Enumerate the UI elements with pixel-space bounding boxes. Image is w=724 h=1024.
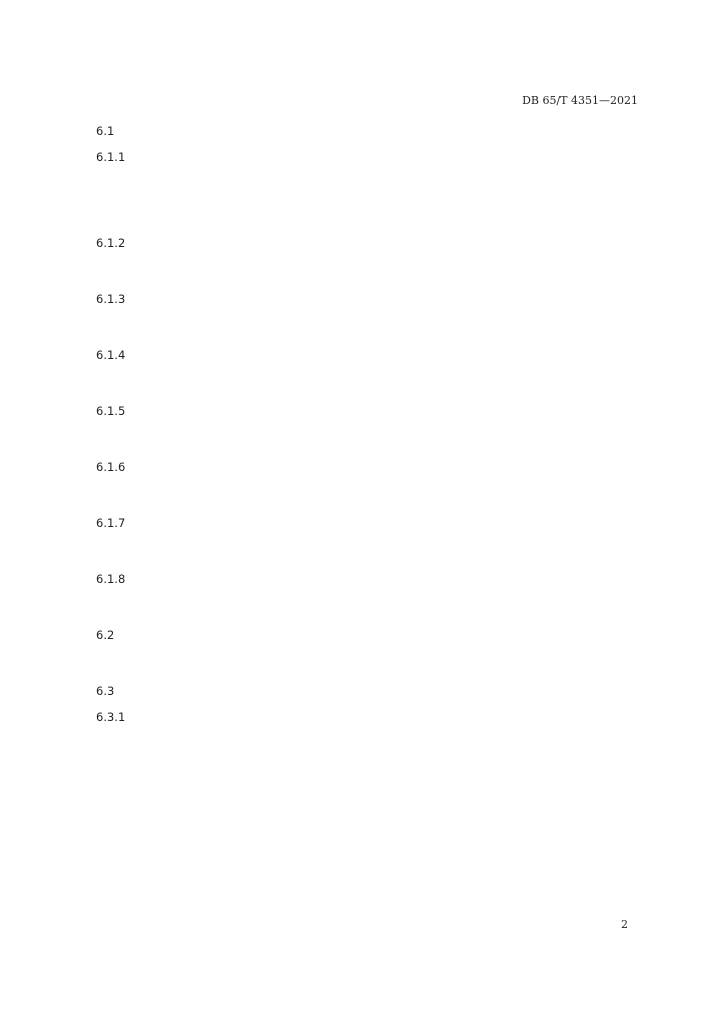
paragraph bbox=[96, 486, 636, 506]
section-heading bbox=[96, 572, 636, 586]
section-number: 6.1.7 bbox=[96, 516, 126, 530]
paragraph bbox=[96, 542, 636, 562]
paragraph bbox=[96, 206, 636, 226]
section-heading bbox=[96, 460, 636, 474]
section-number: 6.3 bbox=[96, 684, 115, 698]
section-heading bbox=[96, 404, 636, 418]
paragraph bbox=[96, 598, 636, 618]
section-heading bbox=[96, 684, 636, 698]
section-number: 6.1.2 bbox=[96, 236, 126, 250]
paragraph bbox=[96, 374, 636, 394]
document-body bbox=[96, 114, 636, 766]
paragraph bbox=[96, 262, 636, 282]
paragraph bbox=[96, 430, 636, 450]
section-number: 6.1.6 bbox=[96, 460, 126, 474]
section-heading bbox=[96, 348, 636, 362]
paragraph bbox=[96, 736, 636, 756]
section-number: 6.2 bbox=[96, 628, 115, 642]
section-heading bbox=[96, 516, 636, 530]
section-number: 6.1.3 bbox=[96, 292, 126, 306]
section-heading bbox=[96, 150, 636, 164]
page-number: 2 bbox=[621, 918, 628, 931]
section-number: 6.1.8 bbox=[96, 572, 126, 586]
document-code: DB 65/T 4351—2021 bbox=[522, 94, 638, 107]
section-number: 6.3.1 bbox=[96, 710, 126, 724]
paragraph bbox=[96, 318, 636, 338]
section-heading bbox=[96, 710, 636, 724]
section-number: 6.1.1 bbox=[96, 150, 126, 164]
section-heading bbox=[96, 292, 636, 306]
section-number: 6.1 bbox=[96, 124, 115, 138]
section-heading bbox=[96, 124, 636, 138]
section-number: 6.1.4 bbox=[96, 348, 126, 362]
section-number: 6.1.5 bbox=[96, 404, 126, 418]
section-heading bbox=[96, 628, 636, 642]
paragraph bbox=[96, 654, 636, 674]
section-heading bbox=[96, 236, 636, 250]
paragraph bbox=[96, 176, 636, 196]
